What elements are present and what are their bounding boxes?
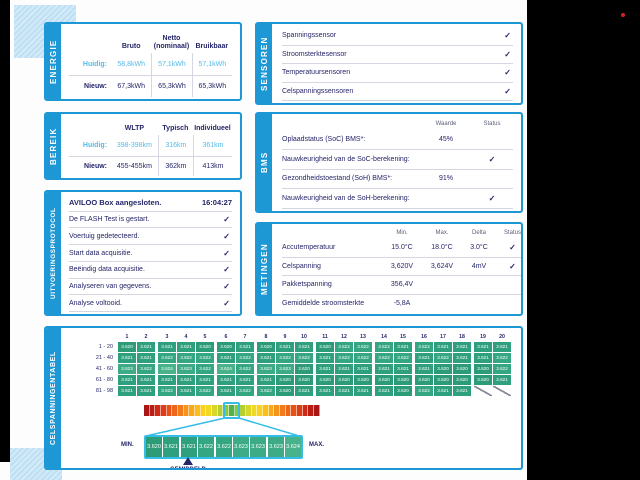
cv-col-number: 10 — [301, 334, 307, 340]
value-cell: 65,3kWh — [192, 75, 232, 97]
cv-row-label: 21 - 40 — [95, 355, 113, 361]
protocol-step-label: Start data acquisitie. — [69, 249, 133, 257]
cv-cell: 3.622 — [335, 353, 353, 363]
left-edge-bar — [0, 0, 10, 462]
cv-cell: 3.621 — [118, 386, 136, 396]
cv-cell: 3.621 — [493, 375, 511, 385]
bms-header-row — [282, 117, 513, 130]
sensor-label: Spanningssensor — [282, 32, 337, 40]
energie-panel — [44, 22, 242, 101]
cv-cell: 3.622 — [158, 386, 176, 396]
cv-col-number: 8 — [264, 334, 268, 340]
cv-data-row — [67, 375, 517, 385]
bms-label: Nauwkeurigheid van de SoC-berekening: — [282, 155, 410, 163]
protocol-step-label: Analyse voltooid. — [69, 299, 122, 307]
cv-cell: 3.621 — [217, 386, 235, 396]
gradient-highlight-box — [223, 402, 240, 419]
cv-data-row — [67, 353, 517, 363]
cv-cell: 3.622 — [415, 342, 433, 352]
sensoren-panel — [255, 22, 523, 105]
metingen-tab: METINGEN — [257, 224, 272, 314]
value-cell: 455-455km — [111, 156, 158, 177]
cv-col-number: 5 — [203, 334, 207, 340]
check-icon: ✓ — [504, 68, 511, 78]
cv-cell: 3.622 — [354, 342, 372, 352]
col-header-min: Min. — [396, 230, 408, 237]
cv-cell: 3.622 — [375, 342, 393, 352]
right-black-region — [527, 0, 640, 480]
cv-row-label: 61 - 80 — [95, 377, 113, 383]
cell-voltage-table — [67, 333, 517, 397]
cv-cell: 3.621 — [434, 342, 452, 352]
cv-cell: 3.621 — [295, 386, 313, 396]
cv-cell: 3.621 — [196, 375, 214, 385]
cv-cell: 3.620 — [196, 342, 214, 352]
metingen-min: 3,620V — [390, 262, 414, 270]
sensor-label: Temperatuursensoren — [282, 69, 351, 77]
cv-cell: 3.622 — [236, 353, 254, 363]
cv-col-number: 2 — [144, 334, 148, 340]
cv-cell: 3.621 — [137, 342, 155, 352]
cv-cell: 3.621 — [453, 353, 471, 363]
voltage-zoom-strip — [144, 435, 303, 459]
cv-cell: 3.620 — [453, 364, 471, 374]
cv-cell: 3.622 — [196, 364, 214, 374]
cv-cell: 3.621 — [493, 342, 511, 352]
cv-col-number: 20 — [499, 334, 505, 340]
cv-cell: 3.620 — [474, 375, 492, 385]
protocol-step-row — [69, 228, 232, 245]
cv-cell: 3.621 — [257, 375, 275, 385]
metingen-label: Gemiddelde stroomsterkte — [282, 299, 365, 307]
cv-cell: 3.620 — [295, 375, 313, 385]
cv-cell: 3.621 — [354, 386, 372, 396]
cv-cell: 3.621 — [118, 353, 136, 363]
zoom-strip-cell: 3.623 — [233, 437, 249, 457]
cv-row-label: 41 - 60 — [95, 366, 113, 372]
cv-cell: 3.621 — [295, 342, 313, 352]
check-icon: ✓ — [223, 215, 230, 225]
cv-cell: 3.620 — [434, 364, 452, 374]
cv-col-number: 1 — [125, 334, 129, 340]
metingen-min: 356,4V — [390, 281, 414, 289]
bms-label: Nauwkeurigheid van de SoH-berekening: — [282, 195, 410, 203]
zoom-strip-cell: 3.622 — [198, 437, 214, 457]
cv-cell: 3.620 — [276, 375, 294, 385]
protocol-step-row — [69, 262, 232, 279]
protocol-step-row — [69, 295, 232, 312]
metingen-max: 3,624V — [430, 262, 454, 270]
bms-value: 91% — [438, 175, 453, 183]
cv-cell: 3.620 — [316, 375, 334, 385]
cv-header-row — [67, 333, 517, 341]
cv-cell: 3.623 — [118, 364, 136, 374]
zoom-strip-cell: 3.623 — [268, 437, 284, 457]
value-cell: 57,1kWh — [192, 53, 232, 75]
cv-cell: 3.622 — [434, 353, 452, 363]
cv-col-number: 18 — [459, 334, 465, 340]
cv-row-label: 1 - 20 — [98, 344, 113, 350]
metingen-header-row — [282, 227, 523, 239]
protocol-tab: UITVOERINGSPROTOCOL — [46, 192, 61, 314]
protocol-step-row — [69, 279, 232, 296]
cv-cell: 3.621 — [137, 353, 155, 363]
bms-row — [282, 170, 513, 190]
check-icon: ✓ — [504, 49, 511, 59]
cv-cell: 3.621 — [474, 353, 492, 363]
cv-cell: 3.621 — [236, 342, 254, 352]
cv-cell: 3.621 — [177, 375, 195, 385]
cv-cell: 3.624 — [158, 364, 176, 374]
cv-cell: 3.622 — [276, 353, 294, 363]
bms-row — [282, 189, 513, 209]
cv-cell: 3.620 — [394, 375, 412, 385]
cv-cell: 3.622 — [394, 353, 412, 363]
column-header: Netto (nominaal) — [153, 34, 190, 50]
column-header: Typisch — [162, 124, 189, 132]
cv-cell: 3.621 — [375, 364, 393, 374]
cv-cell: 3.621 — [217, 375, 235, 385]
check-icon: ✓ — [488, 154, 496, 164]
protocol-step-label: Analyseren van gegevens. — [69, 282, 152, 290]
cv-cell: 3.620 — [257, 342, 275, 352]
metingen-row — [282, 239, 523, 257]
cv-cell: 3.621 — [257, 353, 275, 363]
cv-cell — [493, 386, 511, 396]
cv-data-row — [67, 386, 517, 396]
cv-cell: 3.621 — [335, 364, 353, 374]
cell-voltage-legend — [113, 401, 517, 470]
cv-cell: 3.624 — [217, 364, 235, 374]
zoom-strip-cell: 3.621 — [181, 437, 197, 457]
value-cell: 316km — [158, 135, 193, 156]
cv-cell: 3.621 — [354, 364, 372, 374]
protocol-step-row — [69, 212, 232, 229]
gradient-segment — [314, 405, 320, 416]
cv-col-number: 9 — [283, 334, 287, 340]
cv-cell: 3.620 — [375, 375, 393, 385]
cv-cell: 3.621 — [453, 386, 471, 396]
zoom-strip-cell: 3.624 — [285, 437, 301, 457]
metingen-panel — [255, 222, 523, 316]
bereik-table — [69, 117, 232, 176]
table-corner — [69, 27, 111, 53]
check-icon: ✓ — [504, 31, 511, 41]
cv-cell: 3.620 — [276, 386, 294, 396]
protocol-step-label: Beëindig data acquisitie. — [69, 266, 145, 274]
col-header-max: Max. — [435, 230, 449, 237]
row-label: Huidig: — [82, 141, 107, 149]
value-cell: 65,3kWh — [151, 75, 191, 97]
metingen-row — [282, 258, 523, 276]
cv-cell: 3.621 — [394, 364, 412, 374]
value-cell: 362km — [158, 156, 193, 177]
zoom-strip-cell: 3.623 — [250, 437, 266, 457]
cv-cell: 3.622 — [196, 386, 214, 396]
col-header-status: Status — [503, 230, 521, 237]
cv-cell: 3.622 — [493, 353, 511, 363]
zoom-strip-cell: 3.620 — [146, 437, 162, 457]
zoom-strip-cell: 3.621 — [163, 437, 179, 457]
bms-label: Oplaadstatus (SoC) BMS*: — [282, 135, 366, 143]
check-icon: ✓ — [488, 194, 496, 204]
bms-value: 45% — [438, 135, 453, 143]
celtabel-panel — [44, 326, 523, 470]
protocol-step-label: De FLASH Test is gestart. — [69, 216, 150, 224]
col-header-waarde: Waarde — [435, 120, 457, 127]
value-cell: 398-398km — [116, 141, 152, 149]
cv-cell: 3.622 — [415, 386, 433, 396]
sensor-label: Stroomsterktesensor — [282, 50, 347, 58]
cv-cell: 3.622 — [257, 386, 275, 396]
cv-cell: 3.620 — [217, 342, 235, 352]
cv-cell: 3.621 — [137, 375, 155, 385]
cv-cell: 3.623 — [177, 364, 195, 374]
cv-cell: 3.621 — [316, 386, 334, 396]
row-label: Huidig: — [82, 60, 107, 68]
cv-cell: 3.621 — [118, 375, 136, 385]
cv-cell: 3.622 — [375, 353, 393, 363]
column-header: WLTP — [124, 124, 145, 132]
check-icon: ✓ — [223, 281, 230, 291]
cv-cell: 3.622 — [177, 353, 195, 363]
value-cell: 361km — [193, 135, 232, 156]
sensor-label: Celspanningssensoren — [282, 87, 354, 95]
energie-tab: ENERGIE — [46, 24, 61, 99]
protocol-header-label: AVILOO Box aangesloten. — [69, 198, 162, 208]
value-cell: 67,3kWh — [111, 75, 151, 97]
sensor-row — [282, 27, 513, 46]
protocol-step-row — [69, 245, 232, 262]
metingen-delta: 3.0°C — [470, 244, 488, 252]
row-label: Nieuw: — [69, 75, 111, 97]
cv-cell: 3.621 — [177, 386, 195, 396]
protocol-step-label: Voertuig gedetecteerd. — [69, 232, 140, 240]
metingen-label: Accutemperatuur — [282, 244, 336, 252]
cv-cell: 3.621 — [394, 342, 412, 352]
cv-col-number: 15 — [400, 334, 406, 340]
row-label: Nieuw: — [69, 156, 111, 177]
cv-col-number: 19 — [480, 334, 486, 340]
cv-cell: 3.620 — [118, 342, 136, 352]
cv-cell: 3.621 — [316, 364, 334, 374]
cv-cell: 3.622 — [335, 342, 353, 352]
cv-cell: 3.622 — [196, 353, 214, 363]
cv-cell: 3.623 — [257, 364, 275, 374]
cv-col-number: 11 — [322, 334, 328, 340]
cv-col-number: 16 — [421, 334, 427, 340]
column-header: Bruikbaar — [195, 42, 229, 50]
zoom-strip-cell: 3.622 — [216, 437, 232, 457]
cv-cell: 3.622 — [137, 364, 155, 374]
table-corner — [69, 117, 111, 135]
cv-row-label: 81 - 98 — [95, 388, 113, 394]
cv-cell: 3.622 — [493, 364, 511, 374]
cv-cell: 3.620 — [453, 375, 471, 385]
check-icon: ✓ — [509, 243, 516, 253]
cv-cell: 3.621 — [316, 353, 334, 363]
check-icon: ✓ — [223, 231, 230, 241]
sensor-row — [282, 83, 513, 102]
metingen-delta: 4mV — [471, 262, 487, 270]
cv-cell: 3.622 — [236, 364, 254, 374]
cv-cell: 3.621 — [177, 342, 195, 352]
cv-data-row — [67, 342, 517, 352]
metingen-label: Celspanning — [282, 262, 321, 270]
energie-table — [69, 27, 232, 97]
cv-cell: 3.621 — [434, 386, 452, 396]
sensor-row — [282, 64, 513, 83]
cv-cell: 3.620 — [474, 364, 492, 374]
metingen-min: -5,8A — [393, 299, 411, 307]
cv-col-number: 3 — [165, 334, 169, 340]
metingen-max: 18.0°C — [431, 244, 453, 252]
cv-cell: 3.621 — [453, 342, 471, 352]
bms-row — [282, 150, 513, 170]
cv-cell: 3.620 — [354, 375, 372, 385]
cv-cell: 3.621 — [158, 342, 176, 352]
max-label: MAX. — [309, 442, 324, 448]
cv-cell: 3.621 — [236, 375, 254, 385]
check-icon: ✓ — [223, 265, 230, 275]
cv-col-number: 13 — [360, 334, 366, 340]
check-icon: ✓ — [223, 298, 230, 308]
check-icon: ✓ — [223, 248, 230, 258]
cv-cell: 3.621 — [276, 342, 294, 352]
cv-cell: 3.621 — [217, 353, 235, 363]
bms-panel — [255, 112, 523, 213]
cv-cell: 3.621 — [415, 364, 433, 374]
cv-col-number: 6 — [224, 334, 228, 340]
cv-col-number: 7 — [243, 334, 247, 340]
metingen-label: Pakketspanning — [282, 281, 332, 289]
cv-cell: 3.620 — [335, 375, 353, 385]
cv-cell: 3.621 — [415, 353, 433, 363]
cv-cell: 3.620 — [394, 386, 412, 396]
cv-cell: 3.621 — [335, 386, 353, 396]
bereik-panel — [44, 112, 242, 180]
col-header-status: Status — [483, 120, 501, 127]
cv-cell: 3.621 — [158, 375, 176, 385]
record-indicator-dot — [621, 13, 625, 17]
col-header-delta: Delta — [471, 230, 486, 237]
cv-cell: 3.622 — [236, 386, 254, 396]
cv-cell: 3.622 — [158, 353, 176, 363]
check-icon: ✓ — [509, 261, 516, 271]
bereik-tab: BEREIK — [46, 114, 61, 178]
metingen-row — [282, 295, 523, 312]
metingen-row — [282, 276, 523, 294]
cv-cell: 3.621 — [375, 386, 393, 396]
column-header: Individueel — [194, 124, 231, 132]
cv-cell: 3.623 — [276, 364, 294, 374]
cv-data-row — [67, 364, 517, 374]
bms-tab: BMS — [257, 114, 272, 211]
cv-cell: 3.621 — [474, 342, 492, 352]
cv-cell: 3.620 — [316, 342, 334, 352]
protocol-panel — [44, 190, 242, 316]
value-cell: 57,1kWh — [151, 53, 191, 75]
check-icon: ✓ — [504, 86, 511, 96]
value-cell: 58,8kWh — [117, 60, 145, 68]
cv-cell: 3.620 — [434, 375, 452, 385]
sensoren-tab: SENSOREN — [257, 24, 272, 103]
cv-cell: 3.622 — [295, 353, 313, 363]
cv-cell: 3.620 — [415, 375, 433, 385]
bms-row — [282, 130, 513, 150]
cv-col-number: 17 — [440, 334, 446, 340]
bms-label: Gezondheidstoestand (SoH) BMS*: — [282, 175, 393, 183]
cv-cell: 3.620 — [295, 364, 313, 374]
average-label: GEMIDDELD — [170, 467, 206, 470]
metingen-min: 15.0°C — [391, 244, 413, 252]
cv-col-number: 14 — [381, 334, 387, 340]
average-marker-triangle — [183, 457, 193, 465]
protocol-header-time: 16:04:27 — [201, 198, 232, 208]
protocol-header-row — [69, 195, 232, 212]
sensor-row — [282, 46, 513, 65]
cv-cell: 3.622 — [354, 353, 372, 363]
cv-cell: 3.621 — [137, 386, 155, 396]
cv-col-number: 12 — [341, 334, 347, 340]
celtabel-tab: CELSPANNINGENTABEL — [46, 328, 61, 468]
column-header: Bruto — [121, 42, 141, 50]
value-cell: 413km — [193, 156, 232, 177]
min-label: MIN. — [121, 442, 134, 448]
cv-cell — [474, 386, 492, 396]
cv-col-number: 4 — [184, 334, 188, 340]
